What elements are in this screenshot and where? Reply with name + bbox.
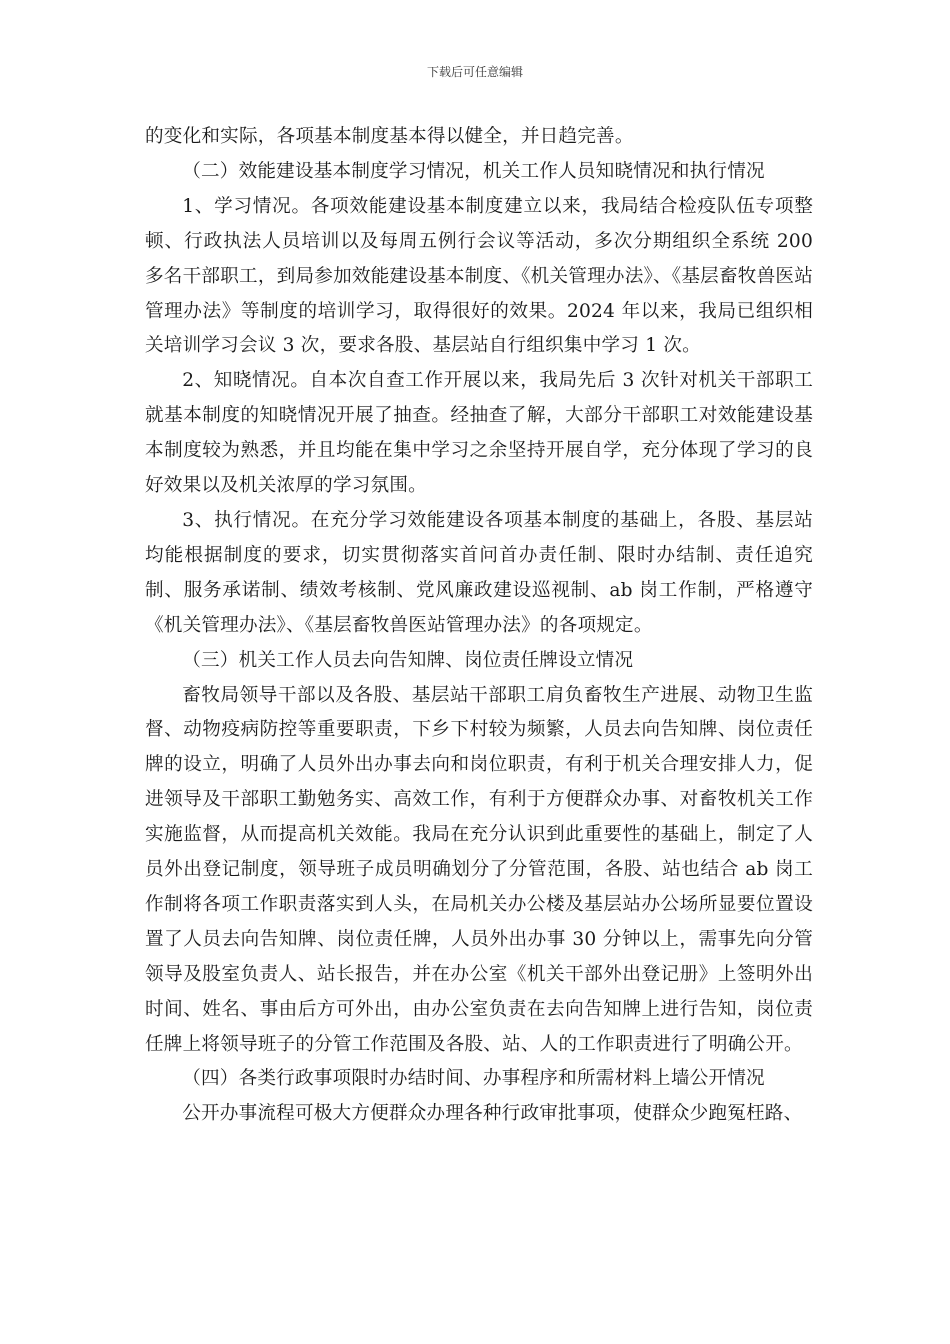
paragraph-awareness: 2、知晓情况。自本次自查工作开展以来，我局先后 3 次针对机关干部职工就基本制度的知晓情况开展了抽查。经抽查了解，大部分干部职工对效能建设基本制度较为熟悉，并且均能在集中学习之余坚持开展自学，充分体现了学习的良好效果以及机关浓厚的学习氛围。 bbox=[145, 370, 813, 497]
section-heading-3: （三）机关工作人员去向告知牌、岗位责任牌设立情况 bbox=[182, 649, 634, 671]
paragraph-public-process: 公开办事流程可极大方便群众办理各种行政审批事项，使群众少跑冤枉路、 bbox=[182, 1103, 803, 1125]
document-body bbox=[145, 120, 813, 1132]
section-heading-4: （四）各类行政事项限时办结时间、办事程序和所需材料上墙公开情况 bbox=[182, 1068, 765, 1090]
paragraph-continuation: 的变化和实际，各项基本制度基本得以健全，并日趋完善。 bbox=[145, 126, 634, 147]
paragraph-study: 1、学习情况。各项效能建设基本制度建立以来，我局结合检疫队伍专项整顿、行政执法人员培训以及每周五例行会议等活动，多次分期组织全系统 200 多名干部职工，到局参加效能建设基本制度、《机关管理办法》、《基层畜牧兽医站管理办法》等制度的培训学习，取得很好的效果。2024 年以来，我局已组织相关培训学习会议 3 次，要求各股、基层站自行组织集中学习 1 次。 bbox=[145, 195, 813, 357]
paragraph-signboards: 畜牧局领导干部以及各股、基层站干部职工肩负畜牧生产进展、动物卫生监督、动物疫病防控等重要职责，下乡下村较为频繁，人员去向告知牌、岗位责任牌的设立，明确了人员外出办事去向和岗位职责，有利于机关合理安排人力，促进领导及干部职工勤勉务实、高效工作，有利于方便群众办事、对畜牧机关工作实施监督，从而提高机关效能。我局在充分认识到此重要性的基础上，制定了人员外出登记制度，领导班子成员明确划分了分管范围，各股、站也结合 ab 岗工作制将各项工作职责落实到人头，在局机关办公楼及基层站办公场所显要位置设置了人员去向告知牌、岗位责任牌，人员外出办事 30 分钟以上，需事先向分管领导及股室负责人、站长报告，并在办公室《机关干部外出登记册》上签明外出时间、姓名、事由后方可外出，由办公室负责在去向告知牌上进行告知，岗位责任牌上将领导班子的分管工作范围及各股、站、人的工作职责进行了明确公开。 bbox=[145, 684, 813, 1055]
section-heading-2: （二）效能建设基本制度学习情况，机关工作人员知晓情况和执行情况 bbox=[182, 160, 765, 182]
paragraph-execution: 3、执行情况。在充分学习效能建设各项基本制度的基础上，各股、基层站均能根据制度的要求，切实贯彻落实首问首办责任制、限时办结制、责任追究制、服务承诺制、绩效考核制、党风廉政建设巡视制、ab 岗工作制，严格遵守《机关管理办法》、《基层畜牧兽医站管理办法》的各项规定。 bbox=[145, 509, 813, 636]
page-header-note: 下载后可任意编辑 bbox=[426, 65, 523, 79]
